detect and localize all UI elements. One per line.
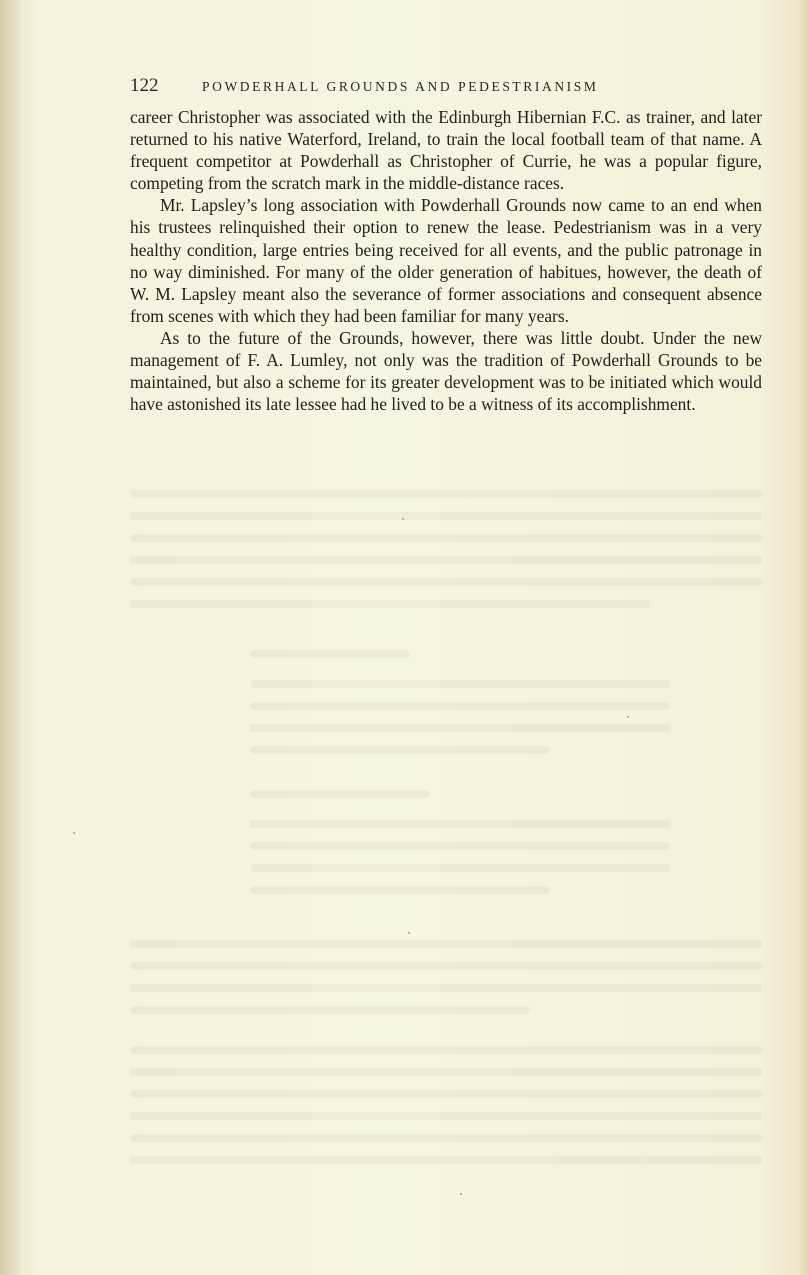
running-header [130,74,762,100]
body-text [130,106,762,415]
paragraph-3: As to the future of the Grounds, however, there was little doubt. Under the new management of F. A. Lumley, not only was the tradition of Powderhall Grounds to be maintained, but also a scheme for its greater development was to be initiated which would have astonished its late lessee had he lived to be a witness of its accomplishment. [130,327,762,415]
paragraph-1: career Christopher was associated with the Edinburgh Hibernian F.C. as trainer, and later returned to his native Waterford, Ireland, to train the local football team of that name. A frequent competitor at Powderhall as Christopher of Currie, he was a popular figure, competing from the scratch mark in the middle-distance races. [130,107,762,194]
running-title: POWDERHALL GROUNDS AND PEDESTRIANISM [202,79,599,94]
paper-speck [627,716,629,718]
paper-speck [408,932,410,934]
paper-speck [73,832,75,834]
paper-speck [402,518,404,520]
spine-shadow [0,0,22,1275]
page-number: 122 [130,75,159,96]
page-edge [798,0,808,1275]
bleed-through-texture [130,490,762,1210]
paragraph-2: Mr. Lapsley’s long association with Powderhall Grounds now came to an end when his trustees relinquished their option to renew the lease. Pedestrianism was in a very healthy condition, large entries being received for all events, and the public patronage in no way diminished. For many of the older generation of habitues, however, the death of W. M. Lapsley meant also the severance of former associations and consequent absence from scenes with which they had been familiar for many years. [130,195,762,326]
paper-speck [460,1193,462,1195]
